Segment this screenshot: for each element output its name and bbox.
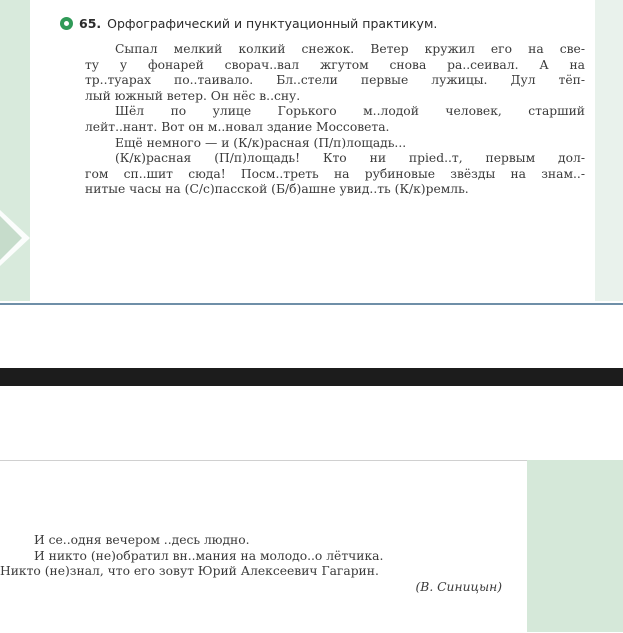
- text-line: гом сп..шит сюда! Посм..треть на рубиновые звёзды на знам..-: [85, 166, 585, 181]
- text-line: Сыпал мелкий колкий снежок. Ветер кружил его на све-: [115, 42, 585, 56]
- page-gap: [0, 305, 623, 368]
- right-margin-strip-lower: [527, 460, 623, 632]
- exercise-title: Орфографический и пунктуационный практикум.: [107, 16, 438, 31]
- exercise-header: [60, 16, 437, 31]
- exercise-number: 65.: [79, 16, 102, 31]
- text-line: нитые часы на (С/с)пасской (Б/б)ашне увид..ть (К/к)ремль.: [85, 182, 469, 197]
- text-line: И се..одня вечером ..десь людно.: [34, 533, 250, 547]
- text-line: Никто (не)знал, что его зовут Юрий Алексеевич Гагарин.: [0, 564, 379, 579]
- author-attribution: (В. Синицын): [415, 579, 502, 594]
- text-line: лейт..нант. Вот он м..новал здание Моссовета.: [85, 119, 390, 134]
- text-line: лый южный ветер. Он нёс в..сну.: [85, 88, 301, 103]
- text-line: (К/к)расная (П/п)лощадь! Кто ни прied..т, первым дол-: [115, 151, 585, 166]
- margin-triangle-mark: [0, 210, 30, 266]
- circle-bullet-icon: [60, 17, 73, 30]
- text-line: Шёл по улице Горького м..лодой человек, старший: [115, 104, 585, 119]
- text-line: ту у фонарей сворач..вал жгутом снова ра..сеивал. А на: [85, 57, 585, 72]
- black-divider-bar: [0, 368, 623, 386]
- right-margin-strip: [595, 0, 623, 301]
- text-line: тр..туарах по..таивало. Бл..стели первые лужицы. Дул тёп-: [85, 73, 585, 88]
- exercise-text-continuation: [0, 533, 502, 595]
- text-line: И никто (не)обратил вн..мания на молодо..о лётчика.: [34, 548, 384, 563]
- text-line: Ещё немного — и (К/к)расная (П/п)лощадь...: [115, 135, 407, 150]
- exercise-text: [85, 42, 585, 198]
- page-gap-lower: [0, 386, 623, 460]
